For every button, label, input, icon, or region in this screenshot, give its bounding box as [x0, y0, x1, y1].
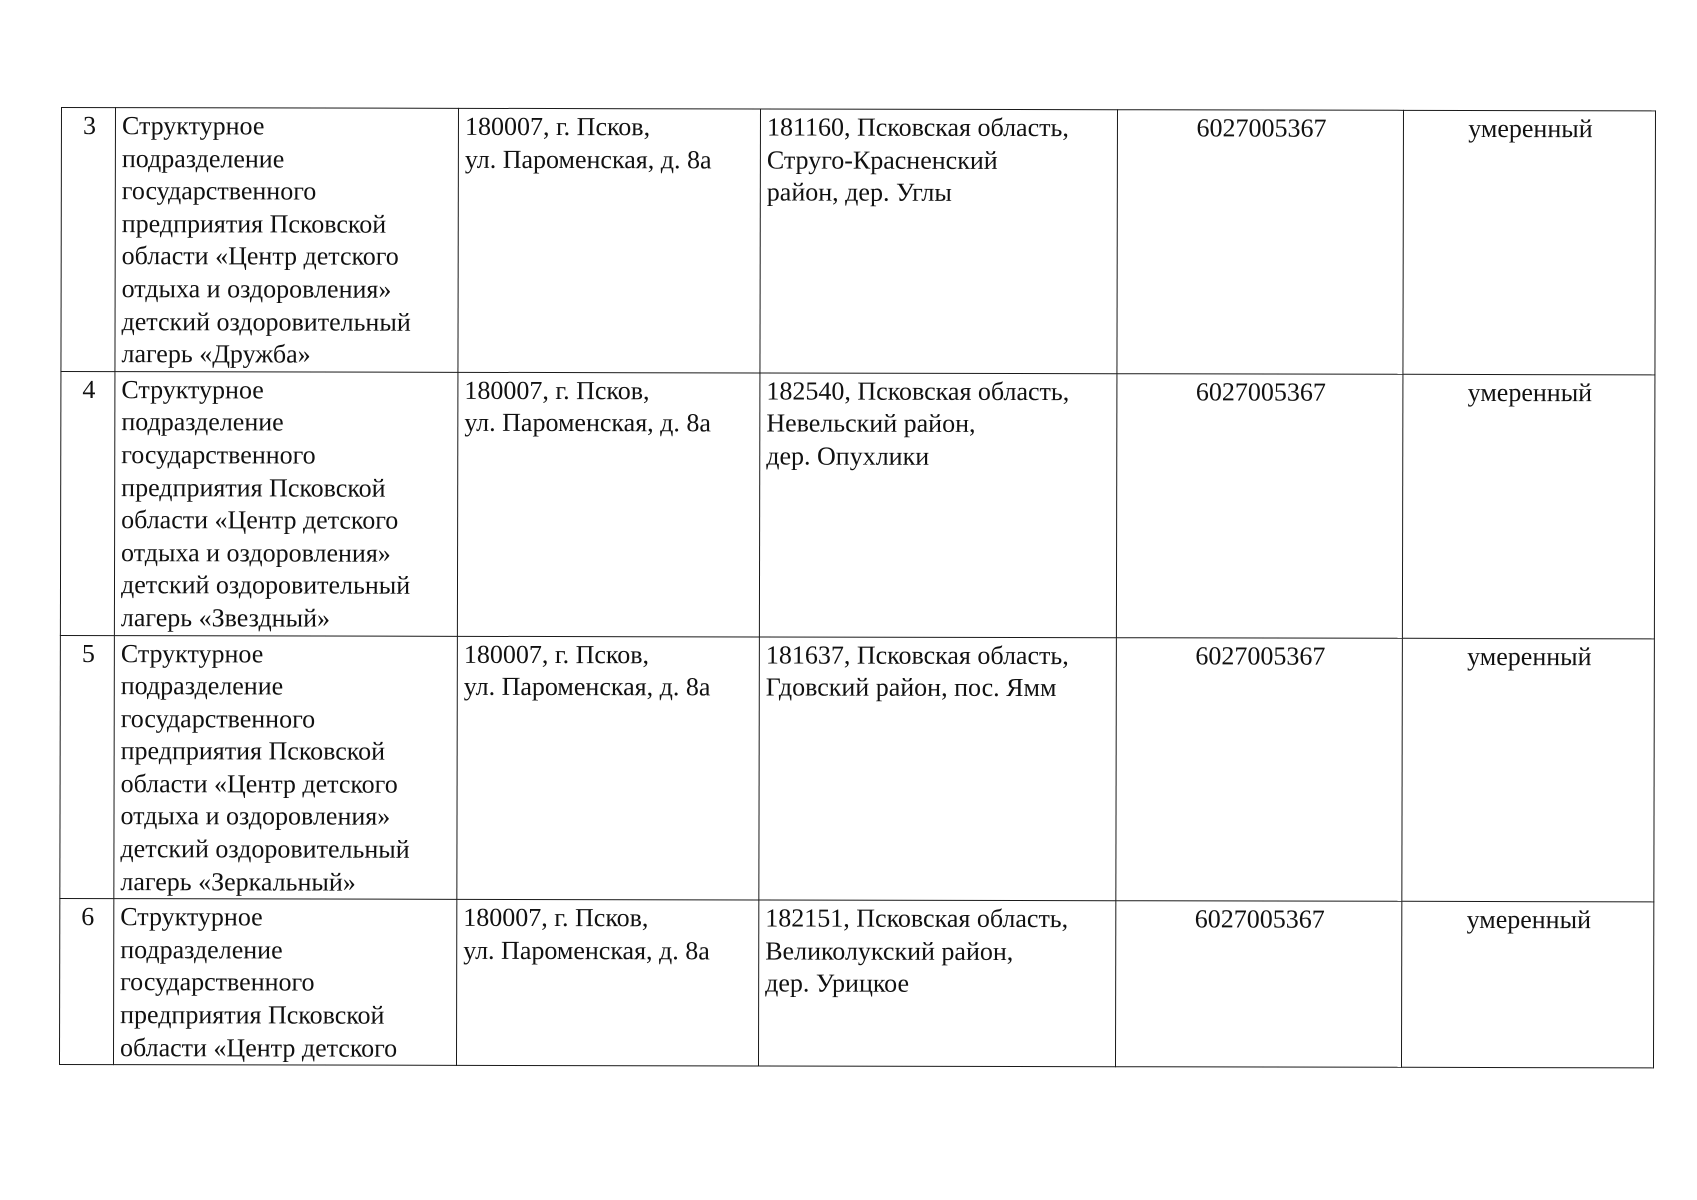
organization-name: Структурное подразделение государственного предприятия Псковской области «Центр детского: [113, 899, 456, 1066]
legal-address: 180007, г. Псков, ул. Пароменская, д. 8а: [458, 108, 761, 372]
organization-name: Структурное подразделение государственного предприятия Псковской области «Центр детского отдыха и оздоровления» детский оздоровительный лагерь «Дружба»: [115, 108, 459, 372]
inn-number: 6027005367: [1116, 637, 1403, 901]
table-row: [60, 371, 1655, 638]
table-row: [59, 899, 1653, 1068]
risk-category: умеренный: [1402, 638, 1655, 902]
organization-name: Структурное подразделение государственного предприятия Псковской области «Центр детского отдыха и оздоровления» детский оздоровительный лагерь «Зеркальный»: [114, 635, 458, 899]
registry-table: [59, 107, 1656, 1069]
inn-number: 6027005367: [1116, 373, 1403, 637]
row-number: 5: [60, 635, 115, 899]
organization-name: Структурное подразделение государственного предприятия Псковской области «Центр детского отдыха и оздоровления» детский оздоровительный лагерь «Звездный»: [114, 371, 458, 635]
risk-category: умеренный: [1403, 110, 1656, 374]
risk-category: умеренный: [1402, 374, 1655, 638]
row-number: 6: [59, 899, 113, 1065]
inn-number: 6027005367: [1115, 901, 1401, 1068]
legal-address: 180007, г. Псков, ул. Пароменская, д. 8а: [456, 900, 758, 1067]
legal-address: 180007, г. Псков, ул. Пароменская, д. 8а: [457, 636, 760, 900]
legal-address: 180007, г. Псков, ул. Пароменская, д. 8а: [457, 372, 760, 636]
row-number: 3: [61, 108, 116, 372]
row-number: 4: [60, 371, 115, 635]
table-row: [60, 635, 1655, 902]
site-address: 181637, Псковская область, Гдовский район, пос. Ямм: [759, 636, 1117, 900]
risk-category: умеренный: [1401, 902, 1653, 1068]
table-row: [61, 108, 1656, 375]
site-address: 181160, Псковская область, Струго-Красненский район, дер. Углы: [760, 109, 1118, 373]
site-address: 182151, Псковская область, Великолукский район, дер. Урицкое: [758, 900, 1115, 1067]
inn-number: 6027005367: [1117, 110, 1404, 374]
site-address: 182540, Псковская область, Невельский район, дер. Опухлики: [759, 373, 1117, 637]
